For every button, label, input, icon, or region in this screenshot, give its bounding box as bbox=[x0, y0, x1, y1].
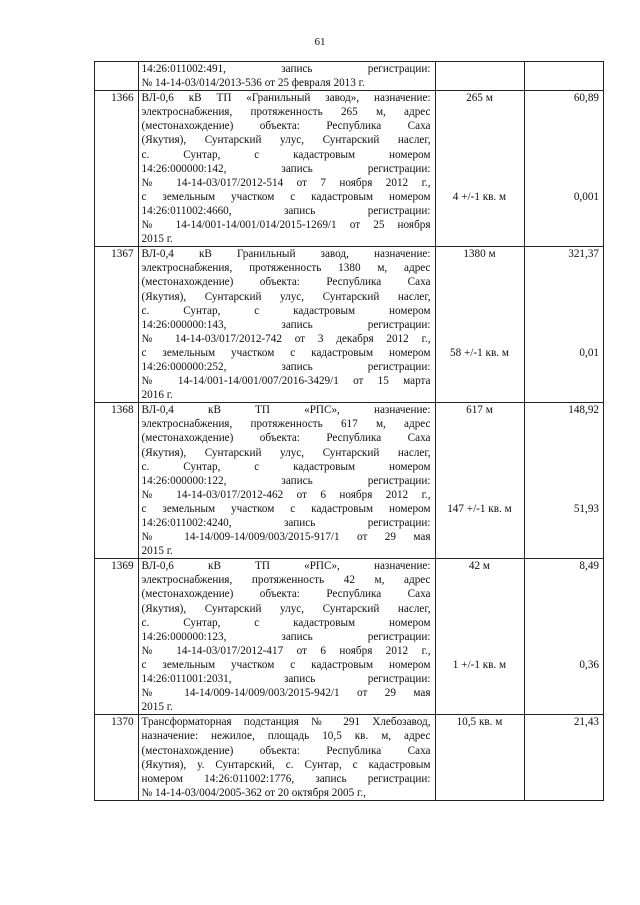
spacer bbox=[439, 119, 521, 133]
spacer bbox=[439, 204, 521, 218]
entry-number: 1370 bbox=[95, 715, 139, 801]
entry-value bbox=[525, 715, 604, 801]
description-line: 14:26:011002:491, запись регистрации: bbox=[141, 63, 431, 75]
land-size-value: 147 +/-1 кв. м bbox=[447, 502, 512, 515]
spacer bbox=[439, 374, 521, 388]
spacer bbox=[439, 275, 521, 289]
spacer bbox=[528, 218, 599, 232]
description-line: ВЛ-0,6 кВ ТП «Гранильный завод», назначение: bbox=[141, 92, 431, 105]
spacer bbox=[439, 672, 521, 686]
description-line: № 14-14-03/017/2012-514 от 7 ноября 2012 г., bbox=[141, 176, 431, 189]
description-line: 14:26:011002:4240, запись регистрации: bbox=[141, 517, 431, 529]
entry-number: 1367 bbox=[95, 247, 139, 403]
main-size-value: 617 м bbox=[466, 404, 493, 417]
description-line: с земельным участком с кадастровым номером bbox=[141, 502, 431, 515]
description-line: с земельным участком с кадастровым номером bbox=[141, 346, 431, 359]
description-line: 14:26:011002:4660, запись регистрации: bbox=[141, 204, 431, 217]
description-line: 14:26:000000:252, запись регистрации: bbox=[141, 360, 431, 373]
description-line: 14:26:011001:2031, запись регистрации: bbox=[141, 673, 431, 686]
spacer bbox=[528, 332, 599, 346]
spacer bbox=[439, 729, 521, 743]
spacer bbox=[528, 304, 599, 318]
entry-description bbox=[138, 403, 435, 559]
spacer bbox=[528, 672, 599, 686]
spacer bbox=[528, 729, 599, 743]
page-number: 61 bbox=[314, 36, 326, 48]
entry-description bbox=[138, 91, 435, 247]
land-size-value: 58 +/-1 кв. м bbox=[449, 346, 509, 359]
spacer bbox=[528, 275, 599, 289]
main-cost-value: 148,92 bbox=[568, 404, 599, 417]
description-line: № 14-14/009-14/009/003/2015-917/1 от 29 мая bbox=[141, 531, 431, 544]
registry-row bbox=[95, 559, 604, 715]
description-line: Трансформаторная подстанция № 291 Хлебозавод, bbox=[141, 716, 431, 729]
main-size-value: 42 м bbox=[468, 560, 490, 573]
spacer bbox=[439, 261, 521, 275]
spacer bbox=[439, 474, 521, 488]
spacer bbox=[439, 758, 521, 772]
continuation-value-cell bbox=[525, 62, 604, 91]
spacer bbox=[439, 218, 521, 232]
spacer bbox=[528, 417, 599, 431]
entry-size bbox=[435, 247, 525, 403]
spacer bbox=[528, 744, 599, 758]
spacer bbox=[528, 360, 599, 374]
entry-value bbox=[525, 91, 604, 247]
description-line: с земельным участком с кадастровым номером bbox=[141, 190, 431, 203]
spacer bbox=[528, 446, 599, 460]
spacer bbox=[439, 162, 521, 176]
spacer bbox=[528, 204, 599, 218]
description-line: с. Сунтар, с кадастровым номером bbox=[141, 304, 431, 317]
main-cost-value: 60,89 bbox=[573, 92, 599, 105]
spacer bbox=[528, 388, 599, 402]
entry-value bbox=[525, 559, 604, 715]
description-line: 14:26:000000:123, запись регистрации: bbox=[141, 630, 431, 643]
spacer bbox=[439, 602, 521, 616]
spacer bbox=[528, 602, 599, 616]
description-line: (местонахождение) объекта: Республика Саха bbox=[141, 120, 431, 133]
continuation-number-cell bbox=[95, 62, 139, 91]
spacer bbox=[528, 700, 599, 714]
spacer bbox=[439, 488, 521, 502]
description-line: ВЛ-0,4 кВ Гранильный завод, назначение: bbox=[141, 248, 431, 261]
description-line: назначение: нежилое, площадь 10,5 кв. м, адрес bbox=[141, 730, 431, 743]
spacer bbox=[528, 318, 599, 332]
main-cost-value: 8,49 bbox=[579, 560, 599, 573]
spacer bbox=[528, 374, 599, 388]
description-line: с. Сунтар, с кадастровым номером bbox=[141, 616, 431, 629]
spacer bbox=[528, 290, 599, 304]
description-line: (местонахождение) объекта: Республика Саха bbox=[141, 744, 431, 757]
land-cost-value: 0,01 bbox=[579, 346, 599, 359]
description-line: № 14-14-03/017/2012-417 от 6 ноября 2012 г., bbox=[141, 644, 431, 657]
description-line: № 14-14-03/014/2013-536 от 25 февраля 2013 г. bbox=[141, 77, 365, 90]
spacer bbox=[528, 133, 599, 147]
description-line: (местонахождение) объекта: Республика Саха bbox=[141, 276, 431, 289]
spacer bbox=[528, 162, 599, 176]
spacer bbox=[528, 119, 599, 133]
spacer bbox=[439, 530, 521, 544]
description-line: (Якутия), Сунтарский улус, Сунтарский наслег, bbox=[141, 446, 431, 459]
registry-row bbox=[95, 403, 604, 559]
continuation-size-cell bbox=[435, 62, 525, 91]
description-line: (местонахождение) объекта: Республика Саха bbox=[141, 432, 431, 445]
spacer bbox=[528, 488, 599, 502]
spacer bbox=[528, 516, 599, 530]
spacer bbox=[439, 148, 521, 162]
spacer bbox=[528, 105, 599, 119]
spacer bbox=[439, 360, 521, 374]
description-line: 14:26:000000:122, запись регистрации: bbox=[141, 474, 431, 487]
registry-row bbox=[95, 715, 604, 801]
entry-size bbox=[435, 715, 525, 801]
description-line: (местонахождение) объекта: Республика Саха bbox=[141, 588, 431, 601]
entry-value bbox=[525, 247, 604, 403]
spacer bbox=[439, 587, 521, 601]
continuation-description-cell bbox=[138, 62, 435, 91]
description-line: 2016 г. bbox=[141, 389, 173, 402]
spacer bbox=[439, 176, 521, 190]
entry-description bbox=[138, 559, 435, 715]
description-line: ВЛ-0,4 кВ ТП «РПС», назначение: bbox=[141, 404, 431, 417]
continuation-row bbox=[95, 62, 604, 91]
description-line: № 14-14-03/017/2012-742 от 3 декабря 2012 г., bbox=[141, 332, 431, 345]
description-line: № 14-14-03/004/2005-362 от 20 октября 2005 г., bbox=[141, 786, 366, 799]
spacer bbox=[528, 431, 599, 445]
spacer bbox=[528, 772, 599, 786]
registry-row bbox=[95, 247, 604, 403]
spacer bbox=[528, 616, 599, 630]
entry-description bbox=[138, 247, 435, 403]
description-line: (Якутия), Сунтарский улус, Сунтарский наслег, bbox=[141, 602, 431, 615]
main-size-value: 1380 м bbox=[463, 248, 496, 261]
spacer bbox=[528, 544, 599, 558]
spacer bbox=[439, 772, 521, 786]
main-cost-value: 21,43 bbox=[573, 716, 599, 729]
spacer bbox=[439, 446, 521, 460]
spacer bbox=[439, 388, 521, 402]
land-size-value: 4 +/-1 кв. м bbox=[452, 190, 507, 203]
description-line: № 14-14/001-14/001/014/2015-1269/1 от 25 ноября bbox=[141, 219, 431, 232]
spacer bbox=[439, 105, 521, 119]
spacer bbox=[528, 573, 599, 587]
description-line: электроснабжения, протяженность 42 м, адрес bbox=[141, 574, 431, 587]
description-line: электроснабжения, протяженность 265 м, адрес bbox=[141, 106, 431, 119]
entry-number: 1368 bbox=[95, 403, 139, 559]
main-cost-value: 321,37 bbox=[568, 248, 599, 261]
spacer bbox=[439, 516, 521, 530]
spacer bbox=[439, 700, 521, 714]
spacer bbox=[528, 786, 599, 800]
spacer bbox=[439, 133, 521, 147]
spacer bbox=[528, 530, 599, 544]
spacer bbox=[528, 474, 599, 488]
description-line: ВЛ-0,6 кВ ТП «РПС», назначение: bbox=[141, 560, 431, 573]
description-line: электроснабжения, протяженность 617 м, адрес bbox=[141, 418, 431, 431]
entry-value bbox=[525, 403, 604, 559]
land-size-value: 1 +/-1 кв. м bbox=[452, 658, 507, 671]
main-size-value: 265 м bbox=[466, 92, 493, 105]
description-line: 2015 г. bbox=[141, 701, 173, 714]
description-line: с земельным участком с кадастровым номером bbox=[141, 658, 431, 671]
spacer bbox=[528, 758, 599, 772]
entry-description bbox=[138, 715, 435, 801]
spacer bbox=[439, 630, 521, 644]
spacer bbox=[528, 630, 599, 644]
description-line: номером 14:26:011002:1776, запись регистрации: bbox=[141, 772, 431, 785]
spacer bbox=[528, 686, 599, 700]
spacer bbox=[528, 460, 599, 474]
land-cost-value: 0,36 bbox=[579, 658, 599, 671]
spacer bbox=[439, 232, 521, 246]
spacer bbox=[528, 148, 599, 162]
description-line: 14:26:000000:143, запись регистрации: bbox=[141, 318, 431, 331]
registry-row bbox=[95, 91, 604, 247]
spacer bbox=[439, 616, 521, 630]
spacer bbox=[439, 431, 521, 445]
description-line: с. Сунтар, с кадастровым номером bbox=[141, 460, 431, 473]
spacer bbox=[439, 573, 521, 587]
main-size-value: 10,5 кв. м bbox=[456, 716, 503, 729]
description-line: № 14-14/001-14/001/007/2016-3429/1 от 15 марта bbox=[141, 375, 431, 388]
entry-size bbox=[435, 559, 525, 715]
description-line: с. Сунтар, с кадастровым номером bbox=[141, 148, 431, 161]
entry-number: 1366 bbox=[95, 91, 139, 247]
spacer bbox=[439, 744, 521, 758]
registry-table-body bbox=[95, 62, 604, 801]
entry-number: 1369 bbox=[95, 559, 139, 715]
spacer bbox=[528, 644, 599, 658]
description-line: № 14-14-03/017/2012-462 от 6 ноября 2012 г., bbox=[141, 488, 431, 501]
spacer bbox=[439, 786, 521, 800]
description-line: (Якутия), Сунтарский улус, Сунтарский наслег, bbox=[141, 290, 431, 303]
spacer bbox=[439, 290, 521, 304]
description-line: № 14-14/009-14/009/003/2015-942/1 от 29 мая bbox=[141, 687, 431, 700]
entry-size bbox=[435, 403, 525, 559]
spacer bbox=[528, 587, 599, 601]
description-line: (Якутия), у. Сунтарский, с. Сунтар, с кадастровым bbox=[141, 758, 431, 771]
land-cost-value: 51,93 bbox=[573, 502, 599, 515]
property-registry-table bbox=[94, 61, 604, 801]
spacer bbox=[439, 686, 521, 700]
entry-size bbox=[435, 91, 525, 247]
land-cost-value: 0,001 bbox=[573, 190, 599, 203]
spacer bbox=[439, 644, 521, 658]
spacer bbox=[439, 318, 521, 332]
spacer bbox=[528, 232, 599, 246]
spacer bbox=[528, 261, 599, 275]
spacer bbox=[439, 332, 521, 346]
description-line: электроснабжения, протяженность 1380 м, адрес bbox=[141, 262, 431, 275]
description-line: (Якутия), Сунтарский улус, Сунтарский наслег, bbox=[141, 134, 431, 147]
spacer bbox=[439, 304, 521, 318]
description-line: 2015 г. bbox=[141, 233, 173, 246]
description-line: 14:26:000000:142, запись регистрации: bbox=[141, 162, 431, 175]
spacer bbox=[439, 460, 521, 474]
spacer bbox=[528, 176, 599, 190]
spacer bbox=[439, 417, 521, 431]
description-line: 2015 г. bbox=[141, 545, 173, 558]
spacer bbox=[439, 544, 521, 558]
